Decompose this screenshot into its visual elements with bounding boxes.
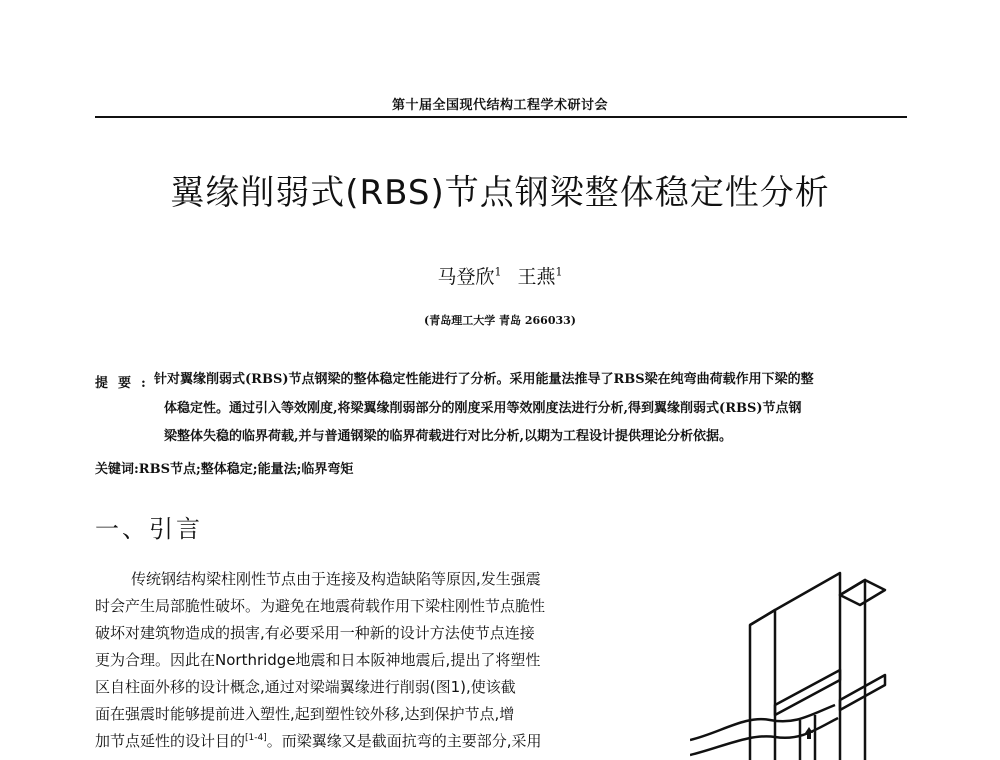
keywords: 关键词:RBS节点;整体稳定;能量法;临界弯矩 <box>95 462 354 477</box>
citation-mark: [1-4] <box>245 733 267 743</box>
section-heading: 一、引言 <box>95 515 203 543</box>
body-text-line: 更为合理。因此在Northridge地震和日本阪神地震后,提出了将塑性 <box>95 651 541 669</box>
column-web <box>775 573 840 610</box>
header-rule <box>95 116 907 118</box>
conference-header: 第十届全国现代结构工程学术研讨会 <box>391 98 608 113</box>
author-name: 马登欣 <box>437 266 495 288</box>
body-text-segment: 。而梁翼缘又是截面抗弯的主要部分,采用 <box>266 732 542 750</box>
author-affil-mark: 1 <box>555 265 563 279</box>
abstract-text-line: 针对翼缘削弱式(RBS)节点钢梁的整体稳定性能进行了分析。采用能量法推导了RBS梁在纯弯曲荷载作用下梁的整 <box>154 372 814 387</box>
body-text-line: 传统钢结构梁柱刚性节点由于连接及构造缺陷等原因,发生强震 <box>131 570 541 588</box>
column-top-front <box>750 610 775 625</box>
column-flange-back <box>840 580 865 760</box>
body-text-line: 面在强震时能够提前进入塑性,起到塑性铰外移,达到保护节点,增 <box>95 705 515 723</box>
paper-title: 翼缘削弱式(RBS)节点钢梁整体稳定性分析 <box>170 173 830 213</box>
author-name: 王燕 <box>517 266 556 288</box>
abstract-label: 提要: <box>95 376 156 391</box>
body-text-line: 时会产生局部脆性破坏。为避免在地震荷载作用下梁柱刚性节点脆性 <box>95 597 546 615</box>
beam-flange-rbs-cut <box>690 705 835 740</box>
rbs-joint-figure <box>690 555 920 760</box>
body-text-line: 破坏对建筑物造成的损害,有必要采用一种新的设计方法使节点连接 <box>95 624 535 642</box>
body-text-segment: 加节点延性的设计目的 <box>95 732 246 750</box>
column-top-edge <box>840 580 885 605</box>
affiliation: (青岛理工大学 青岛 266033) <box>424 314 576 327</box>
body-text-line <box>95 732 542 750</box>
author-line <box>0 262 1000 289</box>
weld-mark <box>805 727 813 733</box>
author-affil-mark: 1 <box>494 265 502 279</box>
abstract-text-line: 体稳定性。通过引入等效刚度,将梁翼缘削弱部分的刚度采用等效刚度法进行分析,得到翼缘削弱式(RBS)节点钢 <box>164 401 802 416</box>
body-text-line: 区自柱面外移的设计概念,通过对梁端翼缘进行削弱(图1),使该截 <box>95 678 516 696</box>
beam-top-flange <box>840 675 885 710</box>
abstract-text-line: 梁整体失稳的临界荷载,并与普通钢梁的临界荷载进行对比分析,以期为工程设计提供理论分析依据。 <box>164 429 733 444</box>
weld-mark <box>807 733 811 739</box>
